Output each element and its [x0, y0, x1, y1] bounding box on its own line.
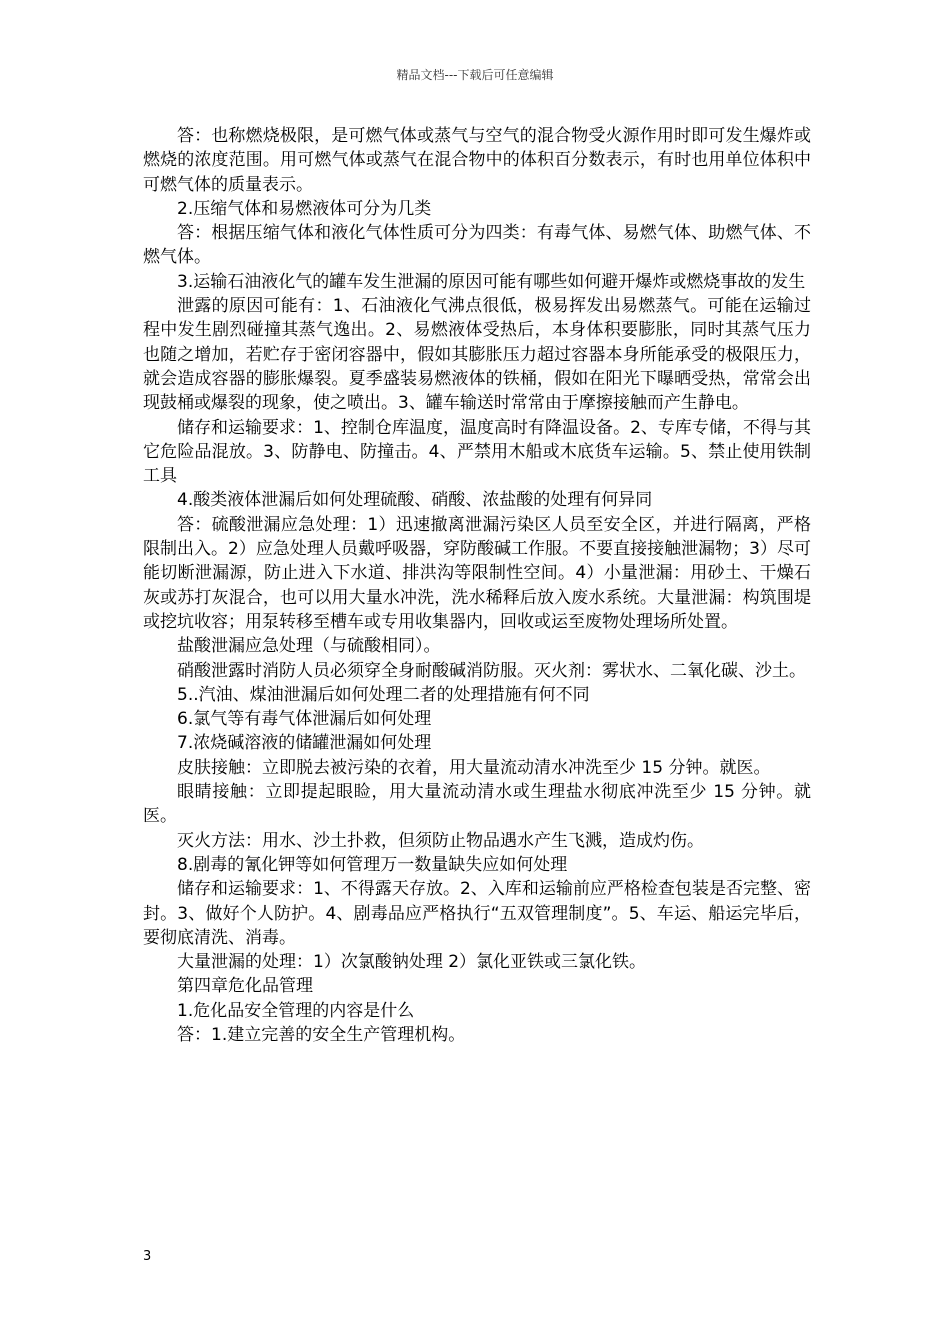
paragraph: 大量泄漏的处理：1）次氯酸钠处理 2）氯化亚铁或三氯化铁。 [177, 952, 647, 973]
page-number: 3 [143, 1249, 152, 1264]
paragraph: 眼睛接触：立即提起眼睑，用大量流动清水或生理盐水彻底冲洗至少 15 分钟。就医。 [143, 782, 811, 827]
chapter-heading: 第四章危化品管理 [177, 976, 313, 997]
question-heading: 8.剧毒的氰化钾等如何管理万一数量缺失应如何处理 [177, 854, 568, 875]
paragraph: 储存和运输要求：1、控制仓库温度，温度高时有降温设备。2、专库专储，不得与其它危险品混放。3、防静电、防撞击。4、严禁用木船或木底货车运输。5、禁止使用铁制工具 [143, 417, 811, 487]
paragraph: 泄露的原因可能有：1、石油液化气沸点很低，极易挥发出易燃蒸气。可能在运输过程中发生剧烈碰撞其蒸气逸出。2、易燃液体受热后，本身体积要膨胀，同时其蒸气压力也随之增加，若贮存于密闭容器中，假如其膨胀压力超过容器本身所能承受的极限压力，就会造成容器的膨胀爆裂。夏季盛装易燃液体的铁桶，假如在阳光下曝晒受热，常常会出现鼓桶或爆裂的现象，使之喷出。3、罐车输送时常常由于摩擦接触而产生静电。 [143, 296, 811, 414]
page-header: 精品文档---下载后可任意编辑 [396, 68, 554, 82]
paragraph: 答：1.建立完善的安全生产管理机构。 [177, 1024, 466, 1045]
paragraph: 皮肤接触：立即脱去被污染的衣着，用大量流动清水冲洗至少 15 分钟。就医。 [177, 757, 771, 778]
question-heading: 6.氯气等有毒气体泄漏后如何处理 [177, 709, 432, 730]
document-body [143, 124, 811, 1047]
question-heading: 7.浓烧碱溶液的储罐泄漏如何处理 [177, 733, 432, 754]
question-heading: 2.压缩气体和易燃液体可分为几类 [177, 198, 432, 219]
question-heading: 1.危化品安全管理的内容是什么 [177, 1000, 415, 1021]
question-heading: 5..汽油、煤油泄漏后如何处理二者的处理措施有何不同 [177, 684, 590, 705]
question-heading: 4.酸类液体泄漏后如何处理硫酸、硝酸、浓盐酸的处理有何异同 [177, 490, 653, 511]
paragraph: 灭火方法：用水、沙土扑救，但须防止物品遇水产生飞溅，造成灼伤。 [177, 830, 704, 851]
paragraph: 答：也称燃烧极限，是可燃气体或蒸气与空气的混合物受火源作用时即可发生爆炸或燃烧的浓度范围。用可燃气体或蒸气在混合物中的体积百分数表示，有时也用单位体积中可燃气体的质量表示。 [143, 126, 811, 195]
paragraph: 硝酸泄露时消防人员必须穿全身耐酸碱消防服。灭火剂：雾状水、二氧化碳、沙土。 [177, 660, 806, 681]
question-heading: 3.运输石油液化气的罐车发生泄漏的原因可能有哪些如何避开爆炸或燃烧事故的发生 [177, 271, 806, 292]
paragraph: 盐酸泄漏应急处理（与硫酸相同）。 [177, 636, 441, 657]
paragraph: 储存和运输要求：1、不得露天存放。2、入库和运输前应严格检查包装是否完整、密封。3、做好个人防护。4、剧毒品应严格执行“五双管理制度”。5、车运、船运完毕后，要彻底清洗、消毒。 [143, 879, 811, 948]
paragraph: 答：根据压缩气体和液化气体性质可分为四类：有毒气体、易燃气体、助燃气体、不燃气体。 [143, 223, 811, 268]
paragraph: 答：硫酸泄漏应急处理：1）迅速撤离泄漏污染区人员至安全区，并进行隔离，严格限制出入。2）应急处理人员戴呼吸器，穿防酸碱工作服。不要直接接触泄漏物；3）尽可能切断泄漏源，防止进入下水道、排洪沟等限制性空间。4）小量泄漏：用砂土、干燥石灰或苏打灰混合，也可以用大量水冲洗，洗水稀释后放入废水系统。大量泄漏：构筑围堤或挖坑收容；用泵转移至槽车或专用收集器内，回收或运至废物处理场所处置。 [143, 514, 811, 632]
